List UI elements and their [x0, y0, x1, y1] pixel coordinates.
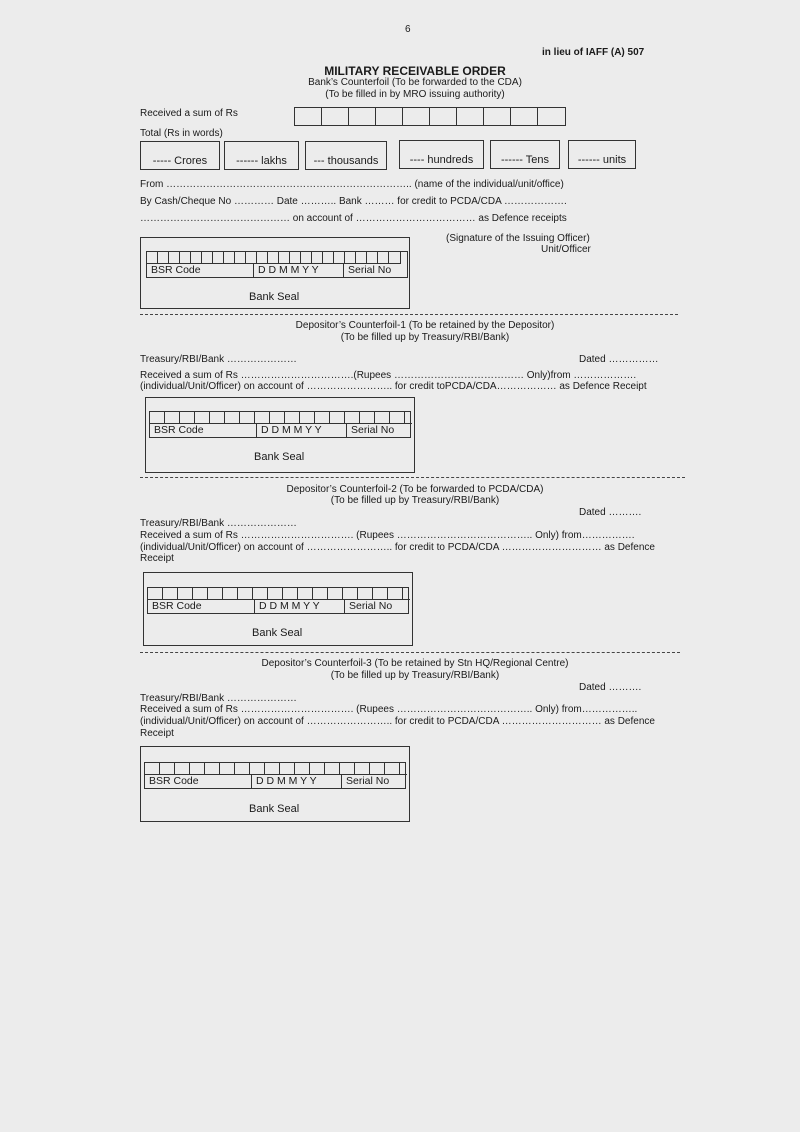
bsr-cell[interactable] — [160, 763, 175, 775]
banks-counterfoil-instruction: (To be filled in by MRO issuing authority) — [325, 89, 505, 100]
date-format-label: D D M M Y Y — [254, 264, 344, 277]
bsr-cell[interactable] — [265, 763, 280, 775]
digit-cell[interactable] — [402, 107, 430, 126]
bsr-cell[interactable] — [268, 252, 279, 264]
bsr-cell[interactable] — [279, 252, 290, 264]
date-format-label: D D M M Y Y — [257, 424, 347, 437]
counterfoil2-line1: Received a sum of Rs ……………………………. (Rupees ………………………………….. Only) from……………. — [140, 530, 635, 541]
tear-line — [140, 652, 680, 653]
bsr-cell[interactable] — [169, 252, 180, 264]
bank-seal-box — [140, 237, 410, 309]
bsr-table — [144, 762, 406, 789]
crores-label: ----- Crores — [152, 155, 208, 167]
bsr-cell[interactable] — [385, 763, 400, 775]
bsr-cell[interactable] — [325, 763, 340, 775]
bsr-cell[interactable] — [210, 412, 225, 424]
bsr-cell[interactable] — [178, 588, 193, 600]
bsr-cell[interactable] — [400, 763, 407, 775]
bsr-cell[interactable] — [390, 412, 405, 424]
bsr-cell[interactable] — [268, 588, 283, 600]
bsr-cell[interactable] — [148, 588, 163, 600]
counterfoil3-subtitle: (To be filled up by Treasury/RBI/Bank) — [330, 670, 500, 681]
digit-cell[interactable] — [537, 107, 566, 126]
digit-cell[interactable] — [348, 107, 376, 126]
crores-box[interactable] — [140, 141, 220, 170]
digit-cell[interactable] — [321, 107, 349, 126]
thousands-box[interactable] — [305, 141, 387, 170]
bsr-cell[interactable] — [313, 588, 328, 600]
bsr-cell[interactable] — [202, 252, 213, 264]
bsr-cell[interactable] — [180, 412, 195, 424]
bsr-code-label: BSR Code — [147, 264, 254, 277]
bsr-cell[interactable] — [205, 763, 220, 775]
bsr-cell[interactable] — [378, 252, 389, 264]
bsr-cell[interactable] — [147, 252, 158, 264]
counterfoil2-treasury: Treasury/RBI/Bank ………………… — [140, 518, 297, 529]
digit-cell[interactable] — [456, 107, 484, 126]
page-number: 6 — [405, 24, 411, 35]
bsr-cell[interactable] — [270, 412, 285, 424]
bsr-cell[interactable] — [213, 252, 224, 264]
amount-digit-cells[interactable] — [294, 107, 566, 126]
counterfoil1-line2: (individual/Unit/Officer) on account of …………………….. for credit toPCDA/CDA……………… as Defence Receipt — [140, 381, 647, 392]
bsr-digit-cells — [145, 763, 407, 775]
bsr-cell[interactable] — [150, 412, 165, 424]
bsr-cell[interactable] — [358, 588, 373, 600]
cheque-line: By Cash/Cheque No ………… Date ……….. Bank ……… for credit to PCDA/CDA ………………. — [140, 196, 567, 207]
counterfoil1-title: Depositor’s Counterfoil-1 (To be retained by the Depositor) — [295, 320, 555, 331]
bsr-cell[interactable] — [193, 588, 208, 600]
bsr-code-label: BSR Code — [148, 600, 255, 613]
bank-seal-box — [140, 746, 410, 822]
bsr-cell[interactable] — [165, 412, 180, 424]
counterfoil2-line2: (individual/Unit/Officer) on account of …………………….. for credit to PCDA/CDA ………………………… as Defence — [140, 542, 655, 553]
bsr-cell[interactable] — [235, 763, 250, 775]
digit-cell[interactable] — [483, 107, 511, 126]
bank-seal-box — [143, 572, 413, 646]
bsr-cell[interactable] — [285, 412, 300, 424]
bsr-cell[interactable] — [343, 588, 358, 600]
serial-no-label: Serial No — [351, 424, 395, 436]
bsr-digit-cells — [147, 252, 401, 264]
bsr-cell[interactable] — [373, 588, 388, 600]
bsr-cell[interactable] — [180, 252, 191, 264]
bsr-cell[interactable] — [300, 412, 315, 424]
bsr-digit-cells — [150, 412, 412, 424]
bsr-cell[interactable] — [163, 588, 178, 600]
bsr-cell[interactable] — [345, 252, 356, 264]
tens-label: ------ Tens — [500, 154, 550, 166]
digit-cell[interactable] — [294, 107, 322, 126]
bsr-cell[interactable] — [250, 763, 265, 775]
bsr-label-row — [147, 264, 407, 277]
bsr-cell[interactable] — [375, 412, 390, 424]
bsr-cell[interactable] — [298, 588, 313, 600]
counterfoil2-line3: Receipt — [140, 553, 174, 564]
bsr-cell[interactable] — [246, 252, 257, 264]
lakhs-label: ------ lakhs — [236, 155, 287, 167]
bsr-label-row — [150, 424, 410, 437]
bsr-cell[interactable] — [388, 588, 403, 600]
hundreds-box[interactable] — [399, 140, 484, 169]
digit-cell[interactable] — [510, 107, 538, 126]
bsr-cell[interactable] — [295, 763, 310, 775]
account-line: ……………………………………… on account of ……………………………… as Defence receipts — [140, 213, 567, 224]
form-title: MILITARY RECEIVABLE ORDER — [324, 64, 506, 78]
counterfoil3-line2: (individual/Unit/Officer) on account of …………………….. for credit to PCDA/CDA ………………………… as Defence — [140, 716, 655, 727]
total-in-words-label: Total (Rs in words) — [140, 128, 223, 139]
bsr-table — [146, 251, 408, 278]
bsr-cell[interactable] — [367, 252, 378, 264]
bsr-cell[interactable] — [370, 763, 385, 775]
signature-label: (Signature of the Issuing Officer) — [446, 233, 590, 244]
bsr-cell[interactable] — [405, 412, 412, 424]
bsr-table — [149, 411, 411, 438]
from-line: From ……………………………………………………………….. (name of the individual/unit/office) — [140, 179, 564, 190]
bank-seal-label: Bank Seal — [249, 291, 300, 303]
digit-cell[interactable] — [375, 107, 403, 126]
bsr-cell[interactable] — [145, 763, 160, 775]
bsr-code-label: BSR Code — [150, 424, 257, 437]
bsr-cell[interactable] — [312, 252, 323, 264]
date-format-label: D D M M Y Y — [252, 775, 342, 788]
bsr-cell[interactable] — [315, 412, 330, 424]
counterfoil3-dated: Dated ………. — [579, 682, 642, 693]
bsr-cell[interactable] — [340, 763, 355, 775]
bsr-cell[interactable] — [403, 588, 410, 600]
bsr-cell[interactable] — [257, 252, 268, 264]
counterfoil3-line1: Received a sum of Rs ……………………………. (Rupees ………………………………….. Only) from…………….. — [140, 704, 638, 715]
bsr-cell[interactable] — [355, 763, 370, 775]
unit-officer-label: Unit/Officer — [541, 244, 591, 255]
counterfoil3-line3: Receipt — [140, 728, 174, 739]
serial-no-label: Serial No — [348, 264, 392, 276]
bank-seal-label: Bank Seal — [254, 451, 305, 463]
counterfoil2-dated: Dated ………. — [579, 507, 642, 518]
counterfoil1-dated: Dated …………… — [579, 354, 659, 365]
units-label: ------ units — [577, 154, 627, 166]
bsr-cell[interactable] — [356, 252, 367, 264]
bsr-label-row — [148, 600, 408, 613]
lakhs-box[interactable] — [224, 141, 299, 170]
counterfoil3-title: Depositor’s Counterfoil-3 (To be retained by Stn HQ/Regional Centre) — [261, 658, 569, 669]
form-reference: in lieu of IAFF (A) 507 — [542, 47, 645, 58]
banks-counterfoil-subtitle: Bank’s Counterfoil (To be forwarded to the CDA) — [308, 77, 522, 88]
bank-seal-label: Bank Seal — [252, 627, 303, 639]
thousands-label: --- thousands — [313, 155, 379, 167]
counterfoil2-subtitle: (To be filled up by Treasury/RBI/Bank) — [330, 495, 500, 506]
bsr-code-label: BSR Code — [145, 775, 252, 788]
bsr-cell[interactable] — [190, 763, 205, 775]
units-box[interactable] — [568, 140, 636, 169]
bsr-digit-cells — [148, 588, 410, 600]
bsr-cell[interactable] — [283, 588, 298, 600]
tear-line — [140, 314, 678, 315]
hundreds-label: ---- hundreds — [409, 154, 474, 166]
bsr-cell[interactable] — [310, 763, 325, 775]
counterfoil2-title: Depositor’s Counterfoil-2 (To be forwarded to PCDA/CDA) — [286, 484, 544, 495]
bsr-cell[interactable] — [224, 252, 235, 264]
bsr-label-row — [145, 775, 405, 788]
bsr-cell[interactable] — [290, 252, 301, 264]
serial-no-label: Serial No — [346, 775, 390, 787]
bsr-cell[interactable] — [255, 412, 270, 424]
digit-cell[interactable] — [429, 107, 457, 126]
bsr-cell[interactable] — [235, 252, 246, 264]
bsr-cell[interactable] — [238, 588, 253, 600]
bsr-cell[interactable] — [158, 252, 169, 264]
bsr-cell[interactable] — [240, 412, 255, 424]
bsr-table — [147, 587, 409, 614]
counterfoil1-treasury: Treasury/RBI/Bank ………………… — [140, 354, 297, 365]
bsr-cell[interactable] — [389, 252, 401, 264]
bsr-cell[interactable] — [208, 588, 223, 600]
bsr-cell[interactable] — [345, 412, 360, 424]
tear-line — [140, 477, 685, 478]
date-format-label: D D M M Y Y — [255, 600, 345, 613]
bsr-cell[interactable] — [225, 412, 240, 424]
tens-box[interactable] — [490, 140, 560, 169]
bsr-cell[interactable] — [301, 252, 312, 264]
bank-seal-box — [145, 397, 415, 473]
bsr-cell[interactable] — [360, 412, 375, 424]
bsr-cell[interactable] — [330, 412, 345, 424]
bank-seal-label: Bank Seal — [249, 803, 300, 815]
serial-no-label: Serial No — [349, 600, 393, 612]
counterfoil1-subtitle: (To be filled up by Treasury/RBI/Bank) — [340, 332, 510, 343]
bsr-cell[interactable] — [220, 763, 235, 775]
bsr-cell[interactable] — [175, 763, 190, 775]
bsr-cell[interactable] — [191, 252, 202, 264]
received-sum-label: Received a sum of Rs — [140, 108, 238, 119]
counterfoil1-line1: Received a sum of Rs …………………………….(Rupees ………………………………… Only)from ………………. — [140, 370, 637, 381]
bsr-cell[interactable] — [280, 763, 295, 775]
bsr-cell[interactable] — [195, 412, 210, 424]
bsr-cell[interactable] — [328, 588, 343, 600]
bsr-cell[interactable] — [323, 252, 334, 264]
bsr-cell[interactable] — [253, 588, 268, 600]
bsr-cell[interactable] — [223, 588, 238, 600]
counterfoil3-treasury: Treasury/RBI/Bank ………………… — [140, 693, 297, 704]
bsr-cell[interactable] — [334, 252, 345, 264]
